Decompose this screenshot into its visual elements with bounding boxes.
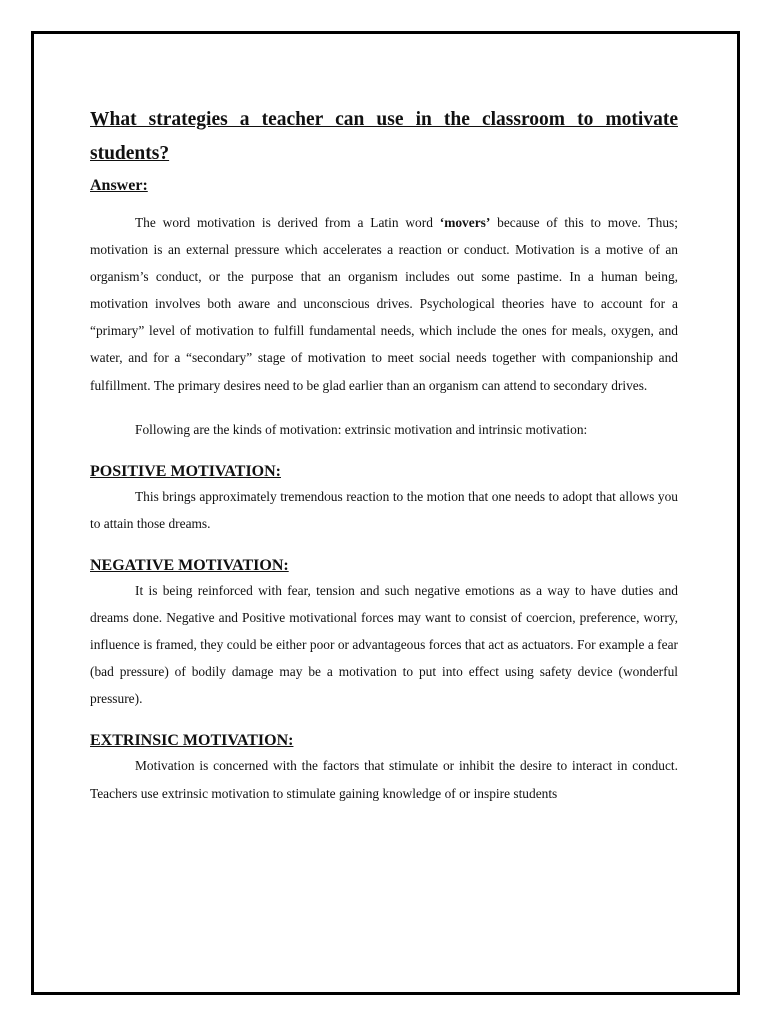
kinds-intro-paragraph: Following are the kinds of motivation: extrinsic motivation and intrinsic motivation: [135,421,588,437]
answer-label: Answer: [90,177,148,194]
document-title: What strategies a teacher can use in the classroom to motivate students? [90,109,678,164]
section-heading-positive: POSITIVE MOTIVATION: [90,462,281,480]
section-text-negative: It is being reinforced with fear, tension and such negative emotions as a way to have duties and dreams done. Negative and Positive motivational forces may want to consist of coercion, preference, worry, influence is framed, they could be either poor or advantageous forces that act as actuators. For example a fear (bad pressure) of bodily damage may be a motivation to put into effect using safety device (wonderful pressure). [90,582,678,707]
document-body [90,103,678,807]
section-heading-extrinsic: EXTRINSIC MOTIVATION: [90,732,294,750]
intro-text-end: because of this to move. Thus; motivation is an external pressure which accelerates a reaction or conduct. Motivation is a motive of an organism’s conduct, or the purpose that an organism includes out some pastime. In a human being, motivation involves both aware and unconscious drives. Psychological theories have to account for a “primary” level of motivation to fulfill fundamental needs, which include the ones for meals, oxygen, and water, and for a “secondary” stage of motivation to meet social needs together with companionship and fulfillment. The primary desires need to be glad earlier than an organism can attend to secondary drives. [90,215,678,393]
intro-bold-term: ‘movers’ [439,215,491,230]
section-heading-negative: NEGATIVE MOTIVATION: [90,556,289,574]
intro-paragraph [90,209,678,399]
section-text-extrinsic: Motivation is concerned with the factors that stimulate or inhibit the desire to interact in conduct. Teachers use extrinsic motivation to stimulate gaining knowledge of or inspire students [90,758,678,801]
intro-text-start: The word motivation is derived from a Latin word [135,215,440,230]
section-text-positive: This brings approximately tremendous reaction to the motion that one needs to adopt that allows you to attain those dreams. [90,488,678,531]
